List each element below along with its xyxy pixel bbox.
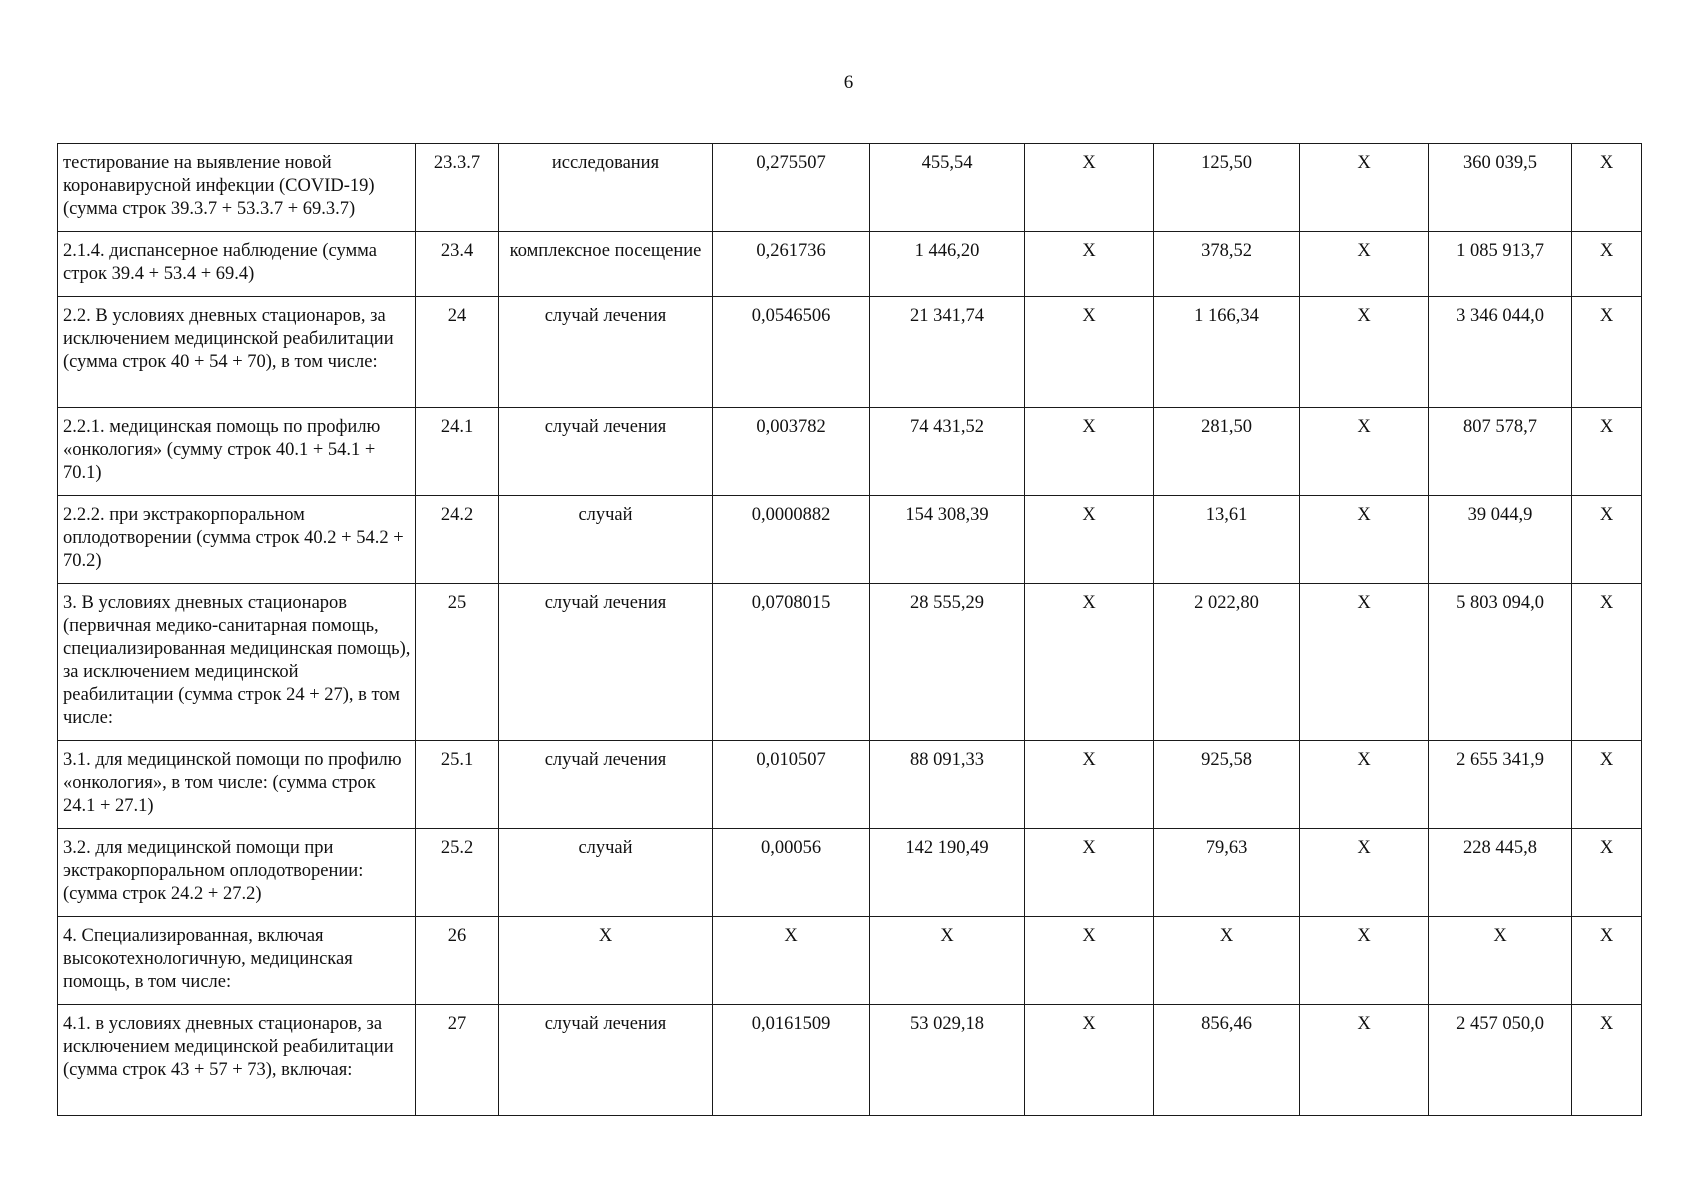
unit-cell: случай лечения <box>499 741 713 829</box>
table-row <box>58 232 1642 297</box>
table-row <box>58 297 1642 408</box>
norm-cell: 0,00056 <box>713 829 870 917</box>
norm-cell: 0,261736 <box>713 232 870 297</box>
x-cell: X <box>1025 829 1154 917</box>
line-number-cell: 24.2 <box>416 496 499 584</box>
total-cell: 3 346 044,0 <box>1429 297 1572 408</box>
unit-cell: случай <box>499 829 713 917</box>
line-number-cell: 25.2 <box>416 829 499 917</box>
row-name-cell: 2.2.1. медицинская помощь по профилю «онкология» (сумму строк 40.1 + 54.1 + 70.1) <box>58 408 416 496</box>
table-row <box>58 144 1642 232</box>
total-cell: 228 445,8 <box>1429 829 1572 917</box>
row-name-cell: 2.2. В условиях дневных стационаров, за исключением медицинской реабилитации (сумма строк 40 + 54 + 70), в том числе: <box>58 297 416 408</box>
total-cell: 807 578,7 <box>1429 408 1572 496</box>
x-cell: X <box>1572 408 1642 496</box>
x-cell: X <box>1025 408 1154 496</box>
per-capita-cell: X <box>1154 917 1300 1005</box>
x-cell: X <box>1300 584 1429 741</box>
norm-cell: 0,275507 <box>713 144 870 232</box>
row-name-cell: 3.1. для медицинской помощи по профилю «онкология», в том числе: (сумма строк 24.1 + 27.1) <box>58 741 416 829</box>
total-cell: X <box>1429 917 1572 1005</box>
page-number: 6 <box>843 72 854 93</box>
x-cell: X <box>1572 829 1642 917</box>
x-cell: X <box>1300 496 1429 584</box>
row-name-cell: 3.2. для медицинской помощи при экстракорпоральном оплодотворении: (сумма строк 24.2 + 27.2) <box>58 829 416 917</box>
per-capita-cell: 378,52 <box>1154 232 1300 297</box>
unit-cell: случай <box>499 496 713 584</box>
per-capita-cell: 13,61 <box>1154 496 1300 584</box>
x-cell: X <box>1300 297 1429 408</box>
x-cell: X <box>1572 584 1642 741</box>
x-cell: X <box>1025 232 1154 297</box>
x-cell: X <box>1300 829 1429 917</box>
table-row <box>58 408 1642 496</box>
per-capita-cell: 79,63 <box>1154 829 1300 917</box>
x-cell: X <box>1300 1005 1429 1116</box>
norm-cell: X <box>713 917 870 1005</box>
cost-cell: 53 029,18 <box>870 1005 1025 1116</box>
per-capita-cell: 925,58 <box>1154 741 1300 829</box>
unit-cell: случай лечения <box>499 1005 713 1116</box>
table-row <box>58 496 1642 584</box>
row-name-cell: тестирование на выявление новой коронавирусной инфекции (COVID-19) (сумма строк 39.3.7 + 53.3.7 + 69.3.7) <box>58 144 416 232</box>
x-cell: X <box>1572 232 1642 297</box>
unit-cell: случай лечения <box>499 297 713 408</box>
cost-cell: 142 190,49 <box>870 829 1025 917</box>
x-cell: X <box>1572 496 1642 584</box>
cost-cell: 455,54 <box>870 144 1025 232</box>
x-cell: X <box>1025 144 1154 232</box>
table-row <box>58 1005 1642 1116</box>
total-cell: 2 457 050,0 <box>1429 1005 1572 1116</box>
unit-cell: случай лечения <box>499 408 713 496</box>
x-cell: X <box>1025 496 1154 584</box>
x-cell: X <box>1025 917 1154 1005</box>
x-cell: X <box>1572 1005 1642 1116</box>
x-cell: X <box>1572 144 1642 232</box>
norm-cell: 0,0546506 <box>713 297 870 408</box>
x-cell: X <box>1300 917 1429 1005</box>
norm-cell: 0,0708015 <box>713 584 870 741</box>
total-cell: 2 655 341,9 <box>1429 741 1572 829</box>
table-row <box>58 829 1642 917</box>
unit-cell: исследования <box>499 144 713 232</box>
per-capita-cell: 1 166,34 <box>1154 297 1300 408</box>
unit-cell: случай лечения <box>499 584 713 741</box>
x-cell: X <box>1025 1005 1154 1116</box>
cost-cell: 28 555,29 <box>870 584 1025 741</box>
cost-cell: 88 091,33 <box>870 741 1025 829</box>
unit-cell: X <box>499 917 713 1005</box>
table-row <box>58 917 1642 1005</box>
line-number-cell: 25 <box>416 584 499 741</box>
cost-cell: 154 308,39 <box>870 496 1025 584</box>
data-table <box>57 143 1642 1116</box>
table-row <box>58 741 1642 829</box>
norm-cell: 0,0000882 <box>713 496 870 584</box>
per-capita-cell: 2 022,80 <box>1154 584 1300 741</box>
x-cell: X <box>1572 917 1642 1005</box>
line-number-cell: 24 <box>416 297 499 408</box>
line-number-cell: 23.4 <box>416 232 499 297</box>
per-capita-cell: 125,50 <box>1154 144 1300 232</box>
x-cell: X <box>1025 741 1154 829</box>
line-number-cell: 25.1 <box>416 741 499 829</box>
x-cell: X <box>1572 297 1642 408</box>
line-number-cell: 23.3.7 <box>416 144 499 232</box>
norm-cell: 0,010507 <box>713 741 870 829</box>
line-number-cell: 27 <box>416 1005 499 1116</box>
cost-cell: X <box>870 917 1025 1005</box>
cost-cell: 74 431,52 <box>870 408 1025 496</box>
line-number-cell: 26 <box>416 917 499 1005</box>
cost-cell: 1 446,20 <box>870 232 1025 297</box>
table-row <box>58 584 1642 741</box>
cost-cell: 21 341,74 <box>870 297 1025 408</box>
x-cell: X <box>1300 741 1429 829</box>
x-cell: X <box>1025 297 1154 408</box>
norm-cell: 0,003782 <box>713 408 870 496</box>
row-name-cell: 2.2.2. при экстракорпоральном оплодотворении (сумма строк 40.2 + 54.2 + 70.2) <box>58 496 416 584</box>
total-cell: 5 803 094,0 <box>1429 584 1572 741</box>
total-cell: 39 044,9 <box>1429 496 1572 584</box>
row-name-cell: 3. В условиях дневных стационаров (первичная медико-санитарная помощь, специализированная медицинская помощь), за исключением медицинской реабилитации (сумма строк 24 + 27), в том числе: <box>58 584 416 741</box>
x-cell: X <box>1572 741 1642 829</box>
norm-cell: 0,0161509 <box>713 1005 870 1116</box>
per-capita-cell: 281,50 <box>1154 408 1300 496</box>
x-cell: X <box>1300 144 1429 232</box>
unit-cell: комплексное посещение <box>499 232 713 297</box>
table-body <box>58 144 1642 1116</box>
line-number-cell: 24.1 <box>416 408 499 496</box>
row-name-cell: 4. Специализированная, включая высокотехнологичную, медицинская помощь, в том числе: <box>58 917 416 1005</box>
total-cell: 360 039,5 <box>1429 144 1572 232</box>
per-capita-cell: 856,46 <box>1154 1005 1300 1116</box>
x-cell: X <box>1300 232 1429 297</box>
total-cell: 1 085 913,7 <box>1429 232 1572 297</box>
x-cell: X <box>1300 408 1429 496</box>
row-name-cell: 4.1. в условиях дневных стационаров, за исключением медицинской реабилитации (сумма строк 43 + 57 + 73), включая: <box>58 1005 416 1116</box>
row-name-cell: 2.1.4. диспансерное наблюдение (сумма строк 39.4 + 53.4 + 69.4) <box>58 232 416 297</box>
x-cell: X <box>1025 584 1154 741</box>
